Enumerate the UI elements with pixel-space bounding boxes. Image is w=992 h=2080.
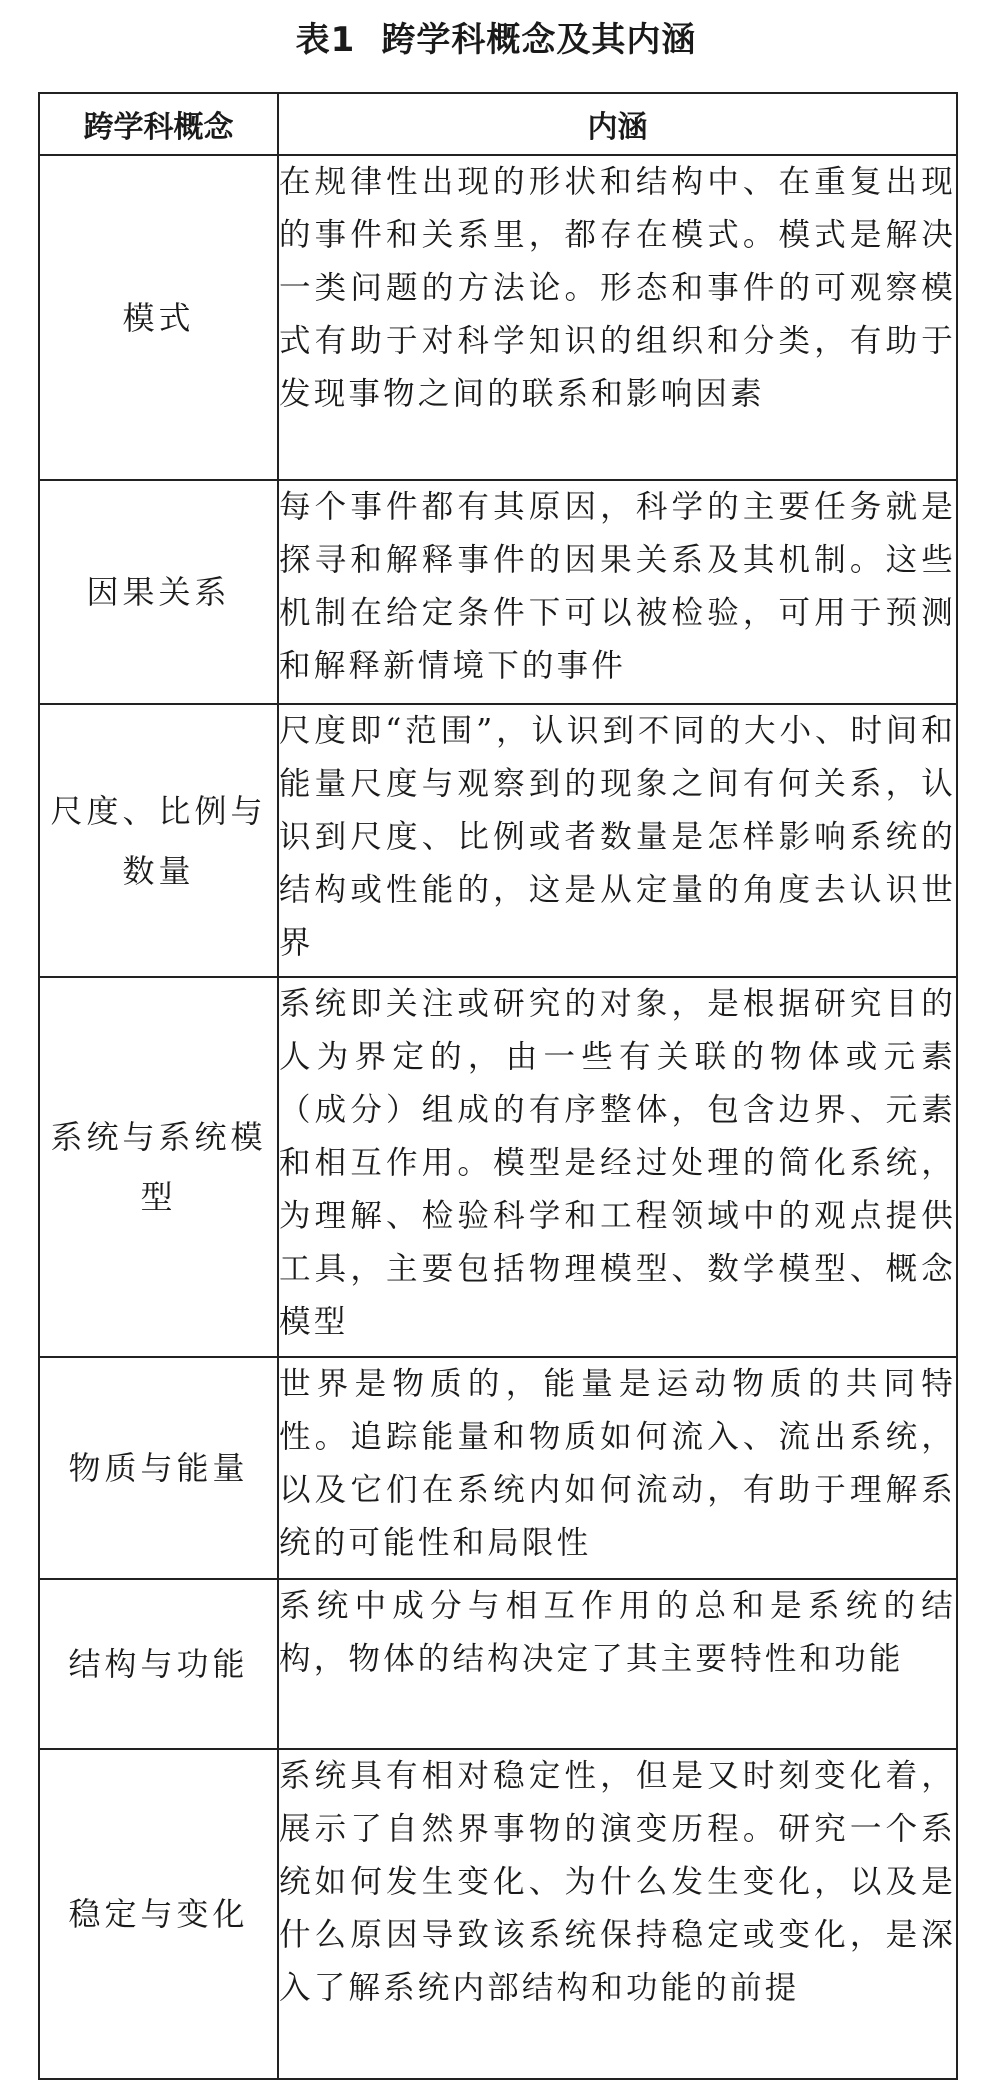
meaning-cell: 每个事件都有其原因，科学的主要任务就是探寻和解释事件的因果关系及其机制。这些机制在给定条件下可以被检验，可用于预测和解释新情境下的事件: [278, 480, 957, 704]
table-number: 表1: [295, 20, 356, 60]
meaning-cell: 在规律性出现的形状和结构中、在重复出现的事件和关系里，都存在模式。模式是解决一类问题的方法论。形态和事件的可观察模式有助于对科学知识的组织和分类，有助于发现事物之间的联系和影响因素: [278, 155, 957, 480]
table-row: [39, 977, 957, 1357]
concept-cell: 因果关系: [39, 480, 278, 704]
table-caption: [0, 18, 992, 62]
concepts-table: [38, 92, 958, 2080]
concept-cell: 系统与系统模型: [39, 977, 278, 1357]
meaning-cell: 世界是物质的，能量是运动物质的共同特性。追踪能量和物质如何流入、流出系统，以及它们在系统内如何流动，有助于理解系统的可能性和局限性: [278, 1357, 957, 1579]
header-meaning: 内涵: [278, 93, 957, 155]
meaning-cell: 尺度即“范围”，认识到不同的大小、时间和能量尺度与观察到的现象之间有何关系，认识到尺度、比例或者数量是怎样影响系统的结构或性能的，这是从定量的角度去认识世界: [278, 704, 957, 977]
meaning-cell: 系统即关注或研究的对象，是根据研究目的人为界定的，由一些有关联的物体或元素（成分）组成的有序整体，包含边界、元素和相互作用。模型是经过处理的简化系统，为理解、检验科学和工程领域中的观点提供工具，主要包括物理模型、数学模型、概念模型: [278, 977, 957, 1357]
concept-cell: 结构与功能: [39, 1579, 278, 1749]
meaning-cell: 系统中成分与相互作用的总和是系统的结构，物体的结构决定了其主要特性和功能: [278, 1579, 957, 1749]
table-row: [39, 1579, 957, 1749]
concept-cell: 模式: [39, 155, 278, 480]
table-header-row: [39, 93, 957, 155]
table-title: 跨学科概念及其内涵: [381, 20, 697, 60]
concept-cell: 尺度、比例与数量: [39, 704, 278, 977]
concept-cell: 物质与能量: [39, 1357, 278, 1579]
table-row: [39, 704, 957, 977]
table-row: [39, 155, 957, 480]
concept-cell: 稳定与变化: [39, 1749, 278, 2079]
meaning-cell: 系统具有相对稳定性，但是又时刻变化着，展示了自然界事物的演变历程。研究一个系统如何发生变化、为什么发生变化，以及是什么原因导致该系统保持稳定或变化，是深入了解系统内部结构和功能的前提: [278, 1749, 957, 2079]
table-row: [39, 1357, 957, 1579]
table-row: [39, 480, 957, 704]
table-row: [39, 1749, 957, 2079]
header-concept: 跨学科概念: [39, 93, 278, 155]
